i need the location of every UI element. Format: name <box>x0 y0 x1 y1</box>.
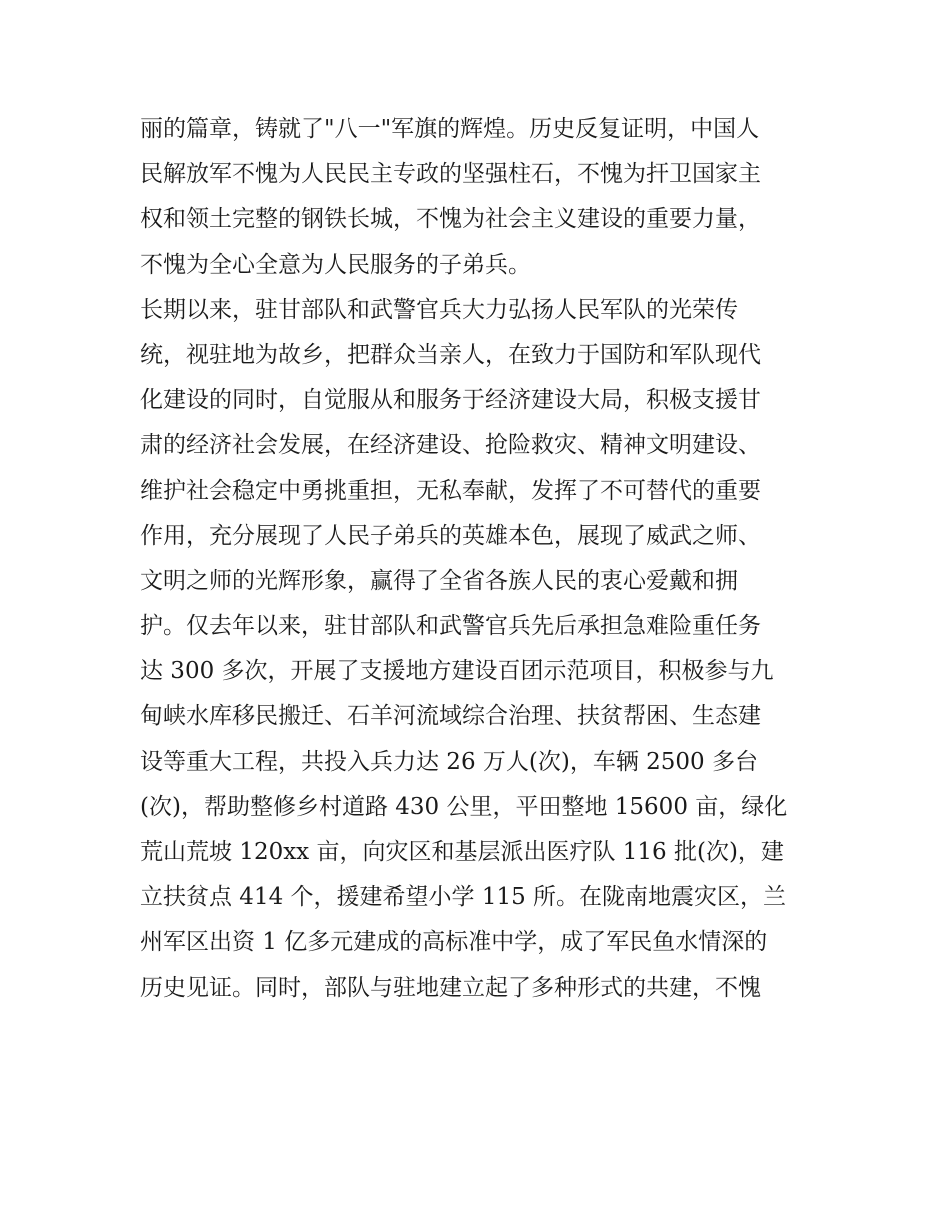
text-line: 文明之师的光辉形象，赢得了全省各族人民的衷心爱戴和拥 <box>140 567 738 594</box>
text-line: 肃的经济社会发展，在经济建设、抢险救灾、精神文明建设、 <box>140 432 761 459</box>
text-line: (次)，帮助整修乡村道路 430 公里，平田整地 15600 亩，绿化 <box>140 793 788 820</box>
text-line: 统，视驻地为故乡，把群众当亲人，在致力于国防和军队现代 <box>140 341 761 368</box>
text-line: 达 300 多次，开展了支援地方建设百团示范项目，积极参与九 <box>140 658 774 685</box>
text-line: 历史见证。同时，部队与驻地建立起了多种形式的共建，不愧 <box>140 974 761 1001</box>
text-line: 化建设的同时，自觉服从和服务于经济建设大局，积极支援甘 <box>140 387 761 414</box>
text-line: 荒山荒坡 120xx 亩，向灾区和基层派出医疗队 116 批(次)，建 <box>140 839 784 865</box>
text-line: 护。仅去年以来，驻甘部队和武警官兵先后承担急难险重任务 <box>140 613 761 640</box>
text-line: 长期以来，驻甘部队和武警官兵大力弘扬人民军队的光荣传 <box>140 296 738 323</box>
text-line: 民解放军不愧为人民民主专政的坚强柱石，不愧为扞卫国家主 <box>140 161 761 188</box>
text-line: 丽的篇章，铸就了"八一"军旗的辉煌。历史反复证明，中国人 <box>140 116 760 142</box>
text-line: 作用，充分展现了人民子弟兵的英雄本色，展现了威武之师、 <box>140 522 761 549</box>
text-line: 立扶贫点 414 个，援建希望小学 115 所。在陇南地震灾区，兰 <box>140 884 787 911</box>
text-line: 甸峡水库移民搬迁、石羊河流域综合治理、扶贫帮困、生态建 <box>140 703 761 730</box>
text-line: 州军区出资 1 亿多元建成的高标准中学，成了军民鱼水情深的 <box>140 929 768 956</box>
body-text <box>140 107 820 1011</box>
text-line: 设等重大工程，共投入兵力达 26 万人(次)，车辆 2500 多台 <box>140 748 758 775</box>
text-line: 维护社会稳定中勇挑重担，无私奉献，发挥了不可替代的重要 <box>140 477 761 504</box>
text-line: 不愧为全心全意为人民服务的子弟兵。 <box>140 251 531 278</box>
text-line: 权和领土完整的钢铁长城，不愧为社会主义建设的重要力量， <box>140 206 761 233</box>
